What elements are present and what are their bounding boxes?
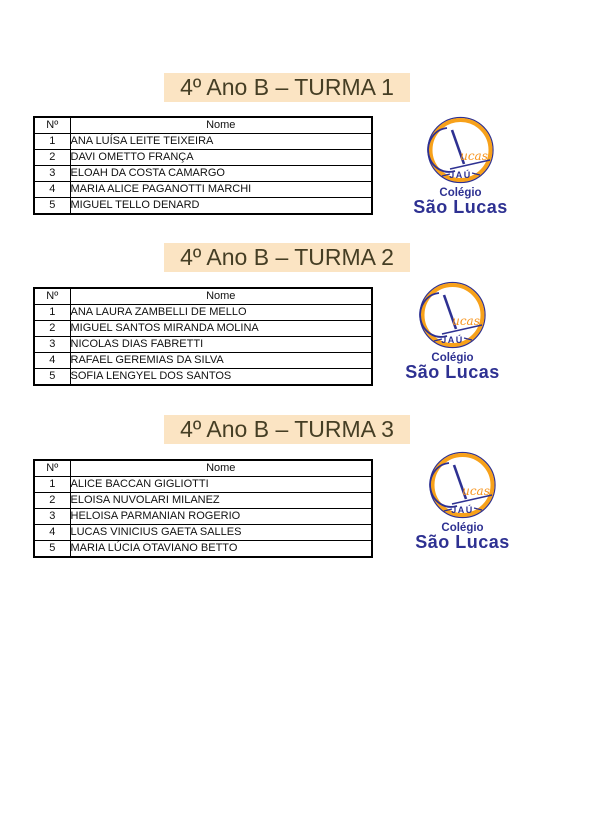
- row-number: 1: [34, 305, 70, 321]
- school-logo: [395, 281, 510, 383]
- logo-college-label: Colégio: [441, 522, 484, 534]
- student-name: DAVI OMETTO FRANÇA: [70, 150, 372, 166]
- row-number: 1: [34, 477, 70, 493]
- row-number: 4: [34, 525, 70, 541]
- student-name: ANA LUÍSA LEITE TEIXEIRA: [70, 134, 372, 150]
- table-header-row: [34, 288, 372, 305]
- logo-school-name: São Lucas: [413, 197, 508, 217]
- table-row: [34, 541, 372, 558]
- logo-script-word: ucas: [462, 484, 490, 498]
- column-header-name: Nome: [70, 460, 372, 477]
- row-number: 2: [34, 150, 70, 166]
- row-number: 3: [34, 166, 70, 182]
- roster-table-turma-3: [33, 459, 373, 558]
- roster-table-turma-2: [33, 287, 373, 386]
- logo-script-word: ucas: [460, 149, 488, 163]
- table-row: [34, 166, 372, 182]
- logo-script-word: ucas: [452, 314, 480, 328]
- table-row: [34, 477, 372, 493]
- student-name: MARIA LÚCIA OTAVIANO BETTO: [70, 541, 372, 558]
- student-name: HELOISA PARMANIAN ROGERIO: [70, 509, 372, 525]
- table-row: [34, 182, 372, 198]
- logo-school-name: São Lucas: [405, 362, 500, 382]
- student-name: ELOAH DA COSTA CAMARGO: [70, 166, 372, 182]
- table-row: [34, 305, 372, 321]
- section-title-turma-2: 4º Ano B – TURMA 2: [164, 243, 410, 272]
- table-row: [34, 353, 372, 369]
- table-row: [34, 150, 372, 166]
- table-header-row: [34, 460, 372, 477]
- logo-college-label: Colégio: [431, 352, 474, 364]
- row-number: 4: [34, 353, 70, 369]
- table-row: [34, 337, 372, 353]
- column-header-number: Nº: [34, 288, 70, 305]
- column-header-name: Nome: [70, 288, 372, 305]
- student-name: LUCAS VINICIUS GAETA SALLES: [70, 525, 372, 541]
- logo-city: JAÚ: [451, 505, 474, 515]
- row-number: 2: [34, 493, 70, 509]
- student-name: ALICE BACCAN GIGLIOTTI: [70, 477, 372, 493]
- logo-school-name: São Lucas: [415, 532, 510, 552]
- table-header-row: [34, 117, 372, 134]
- table-row: [34, 198, 372, 215]
- row-number: 1: [34, 134, 70, 150]
- row-number: 3: [34, 337, 70, 353]
- school-logo: [403, 116, 518, 218]
- student-name: MIGUEL SANTOS MIRANDA MOLINA: [70, 321, 372, 337]
- logo-city: JAÚ: [449, 170, 472, 180]
- column-header-number: Nº: [34, 117, 70, 134]
- section-title-turma-1: 4º Ano B – TURMA 1: [164, 73, 410, 102]
- column-header-number: Nº: [34, 460, 70, 477]
- table-row: [34, 525, 372, 541]
- column-header-name: Nome: [70, 117, 372, 134]
- student-name: MARIA ALICE PAGANOTTI MARCHI: [70, 182, 372, 198]
- row-number: 2: [34, 321, 70, 337]
- table-row: [34, 493, 372, 509]
- student-name: ELOISA NUVOLARI MILANEZ: [70, 493, 372, 509]
- logo-college-label: Colégio: [439, 187, 482, 199]
- student-name: NICOLAS DIAS FABRETTI: [70, 337, 372, 353]
- table-row: [34, 369, 372, 386]
- table-row: [34, 321, 372, 337]
- row-number: 5: [34, 198, 70, 215]
- logo-city: JAÚ: [441, 335, 464, 345]
- student-name: MIGUEL TELLO DENARD: [70, 198, 372, 215]
- row-number: 5: [34, 541, 70, 558]
- table-row: [34, 134, 372, 150]
- student-name: SOFIA LENGYEL DOS SANTOS: [70, 369, 372, 386]
- row-number: 3: [34, 509, 70, 525]
- row-number: 4: [34, 182, 70, 198]
- school-logo: [405, 451, 520, 553]
- student-name: RAFAEL GEREMIAS DA SILVA: [70, 353, 372, 369]
- student-name: ANA LAURA ZAMBELLI DE MELLO: [70, 305, 372, 321]
- row-number: 5: [34, 369, 70, 386]
- roster-table-turma-1: [33, 116, 373, 215]
- section-title-turma-3: 4º Ano B – TURMA 3: [164, 415, 410, 444]
- table-row: [34, 509, 372, 525]
